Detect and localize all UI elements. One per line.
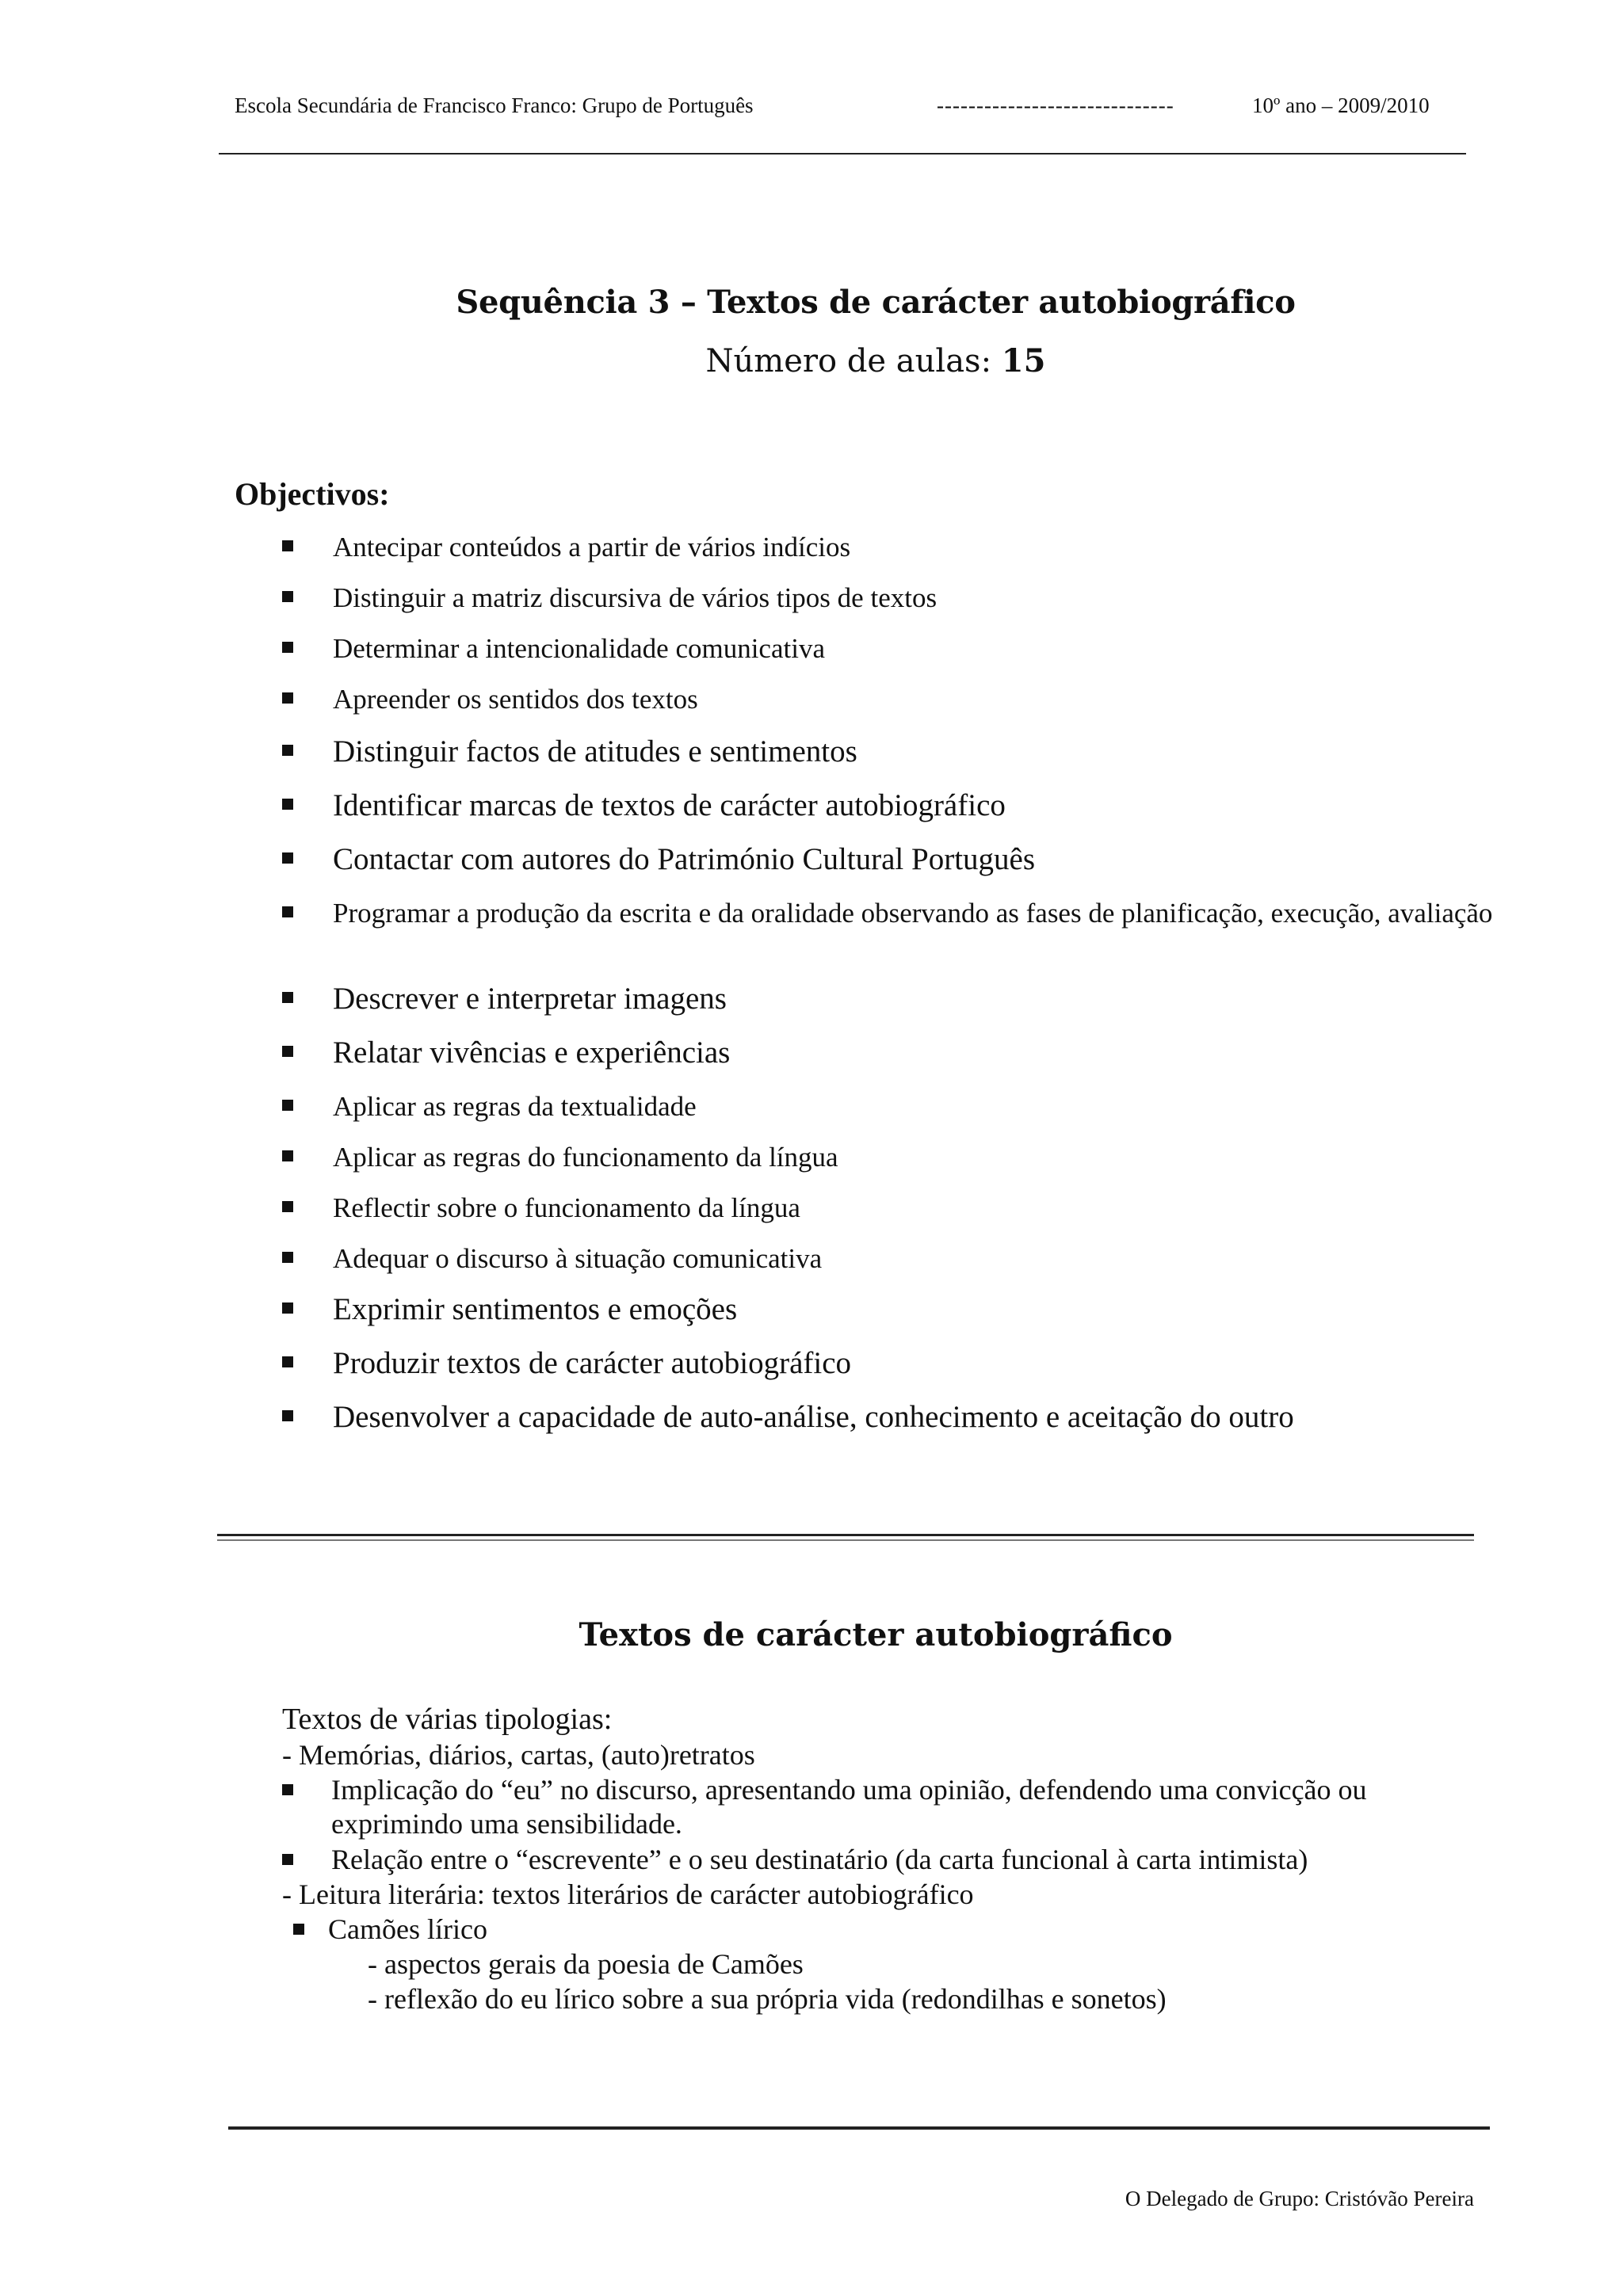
lesson-count-value: 15 <box>1001 342 1046 379</box>
bullet-icon <box>282 1046 293 1057</box>
header-rule <box>219 153 1466 154</box>
footer-rule <box>228 2126 1490 2130</box>
section-intro: Textos de várias tipologias: <box>282 1703 613 1736</box>
lesson-count <box>0 342 1623 379</box>
bullet-icon <box>282 540 293 551</box>
bullet-icon <box>282 852 293 864</box>
bullet-icon <box>282 1100 293 1111</box>
bullet-icon <box>293 1924 304 1935</box>
text-line: - aspectos gerais da poesia de Camões <box>368 1948 804 1980</box>
signature: O Delegado de Grupo: Cristóvão Pereira <box>1125 2187 1474 2210</box>
bullet-icon <box>282 1410 293 1421</box>
bullet-icon <box>282 692 293 704</box>
section-divider-inner <box>217 1539 1474 1541</box>
bullet-icon <box>282 1252 293 1263</box>
bullet-icon <box>282 591 293 602</box>
bullet-icon <box>282 799 293 810</box>
page-title: Sequência 3 – Textos de carácter autobiográfico <box>456 284 1296 321</box>
bullet-icon <box>282 1201 293 1212</box>
bullet-icon <box>282 1302 293 1314</box>
text-line: - Leitura literária: textos literários de carácter autobiográfico <box>282 1878 974 1910</box>
text-line: - reflexão do eu lírico sobre a sua própria vida (redondilhas e sonetos) <box>368 1983 1167 2015</box>
section-divider <box>217 1534 1474 1536</box>
bullet-icon <box>282 642 293 653</box>
bullet-icon <box>282 745 293 756</box>
bullet-icon <box>282 1356 293 1367</box>
text-line: - Memórias, diários, cartas, (auto)retratos <box>282 1739 755 1771</box>
bullet-icon <box>282 992 293 1003</box>
objectives-heading: Objectivos: <box>235 476 390 512</box>
header-school: Escola Secundária de Francisco Franco: Grupo de Português <box>235 93 754 117</box>
section-title: Textos de carácter autobiográfico <box>579 1616 1173 1653</box>
bullet-icon <box>282 1150 293 1161</box>
bullet-icon <box>282 906 293 917</box>
bullet-icon <box>282 1854 293 1865</box>
header-year: 10º ano – 2009/2010 <box>1252 93 1430 117</box>
lesson-count-label: Número de aulas: <box>705 343 1002 379</box>
header-dashes: ------------------------------ <box>937 93 1174 117</box>
bullet-icon <box>282 1784 293 1795</box>
